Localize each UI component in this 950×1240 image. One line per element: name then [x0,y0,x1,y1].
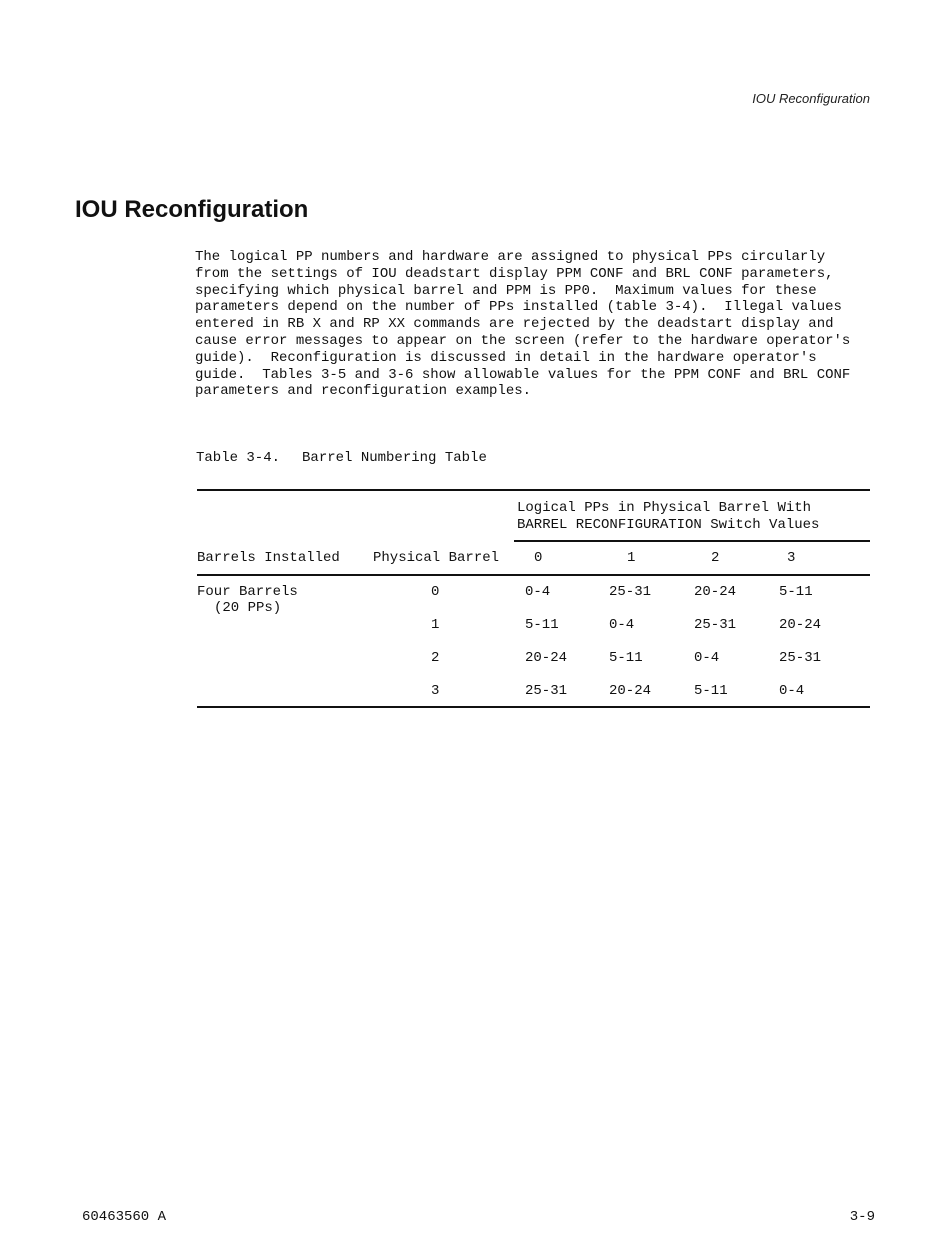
col-header-physical-barrel: Physical Barrel [373,550,500,566]
table-cell: 20-24 [779,617,822,633]
body-line: entered in RB X and RP XX commands are rejected by the deadstart display and [195,316,834,333]
body-line: from the settings of IOU deadstart display PPM CONF and BRL CONF parameters, [195,265,834,282]
table-cell: 0-4 [525,584,551,600]
table-group-rule [514,540,870,542]
body-line: guide). Reconfiguration is discussed in detail in the hardware operator's [195,349,817,366]
footer-doc-number: 60463560 A [82,1209,167,1225]
table-cell: 5-11 [609,650,643,666]
footer-page-number: 3-9 [849,1209,875,1225]
table-cell: 20-24 [609,683,652,699]
table-top-rule [197,489,870,491]
table-cell: 5-11 [779,584,813,600]
col-header-switch-2: 2 [711,550,720,566]
table-cell: 0-4 [694,650,720,666]
body-line: specifying which physical barrel and PPM is PP0. Maximum values for these [195,282,817,299]
col-header-switch-3: 3 [787,550,796,566]
col-header-switch-0: 0 [534,550,543,566]
table-header-rule [197,574,870,576]
table-cell: 20-24 [525,650,568,666]
table-caption-label: Table 3-4. [196,450,281,466]
table-bottom-rule [197,706,870,708]
table-caption [196,450,487,466]
body-line: cause error messages to appear on the screen (refer to the hardware operator's [195,332,851,349]
barrels-installed-cell: Four Barrels [197,584,298,600]
col-header-switch-1: 1 [627,550,636,566]
body-line: The logical PP numbers and hardware are assigned to physical PPs circularly [195,249,826,265]
barrels-installed-subcell: (20 PPs) [214,600,282,616]
table-cell: 5-11 [694,683,728,699]
table-cell: 25-31 [779,650,822,666]
physical-barrel-cell: 0 [431,584,440,600]
table-cell: 0-4 [779,683,805,699]
table-group-header: Logical PPs in Physical Barrel With BARREL RECONFIGURATION Switch Values [517,500,820,533]
body-paragraph [195,249,865,400]
body-line: parameters depend on the number of PPs installed (table 3-4). Illegal values [195,299,842,316]
physical-barrel-cell: 3 [431,683,440,699]
body-line: parameters and reconfiguration examples. [195,383,532,400]
table-cell: 25-31 [525,683,568,699]
table-cell: 20-24 [694,584,737,600]
table-cell: 25-31 [694,617,737,633]
col-header-barrels-installed: Barrels Installed [197,550,340,566]
running-head: IOU Reconfiguration [752,91,870,106]
physical-barrel-cell: 1 [431,617,440,633]
table-cell: 25-31 [609,584,652,600]
table-cell: 0-4 [609,617,635,633]
table-cell: 5-11 [525,617,559,633]
table-caption-title: Barrel Numbering Table [302,450,487,466]
section-title: IOU Reconfiguration [75,196,309,223]
body-line: guide. Tables 3-5 and 3-6 show allowable values for the PPM CONF and BRL CONF [195,366,851,383]
physical-barrel-cell: 2 [431,650,440,666]
